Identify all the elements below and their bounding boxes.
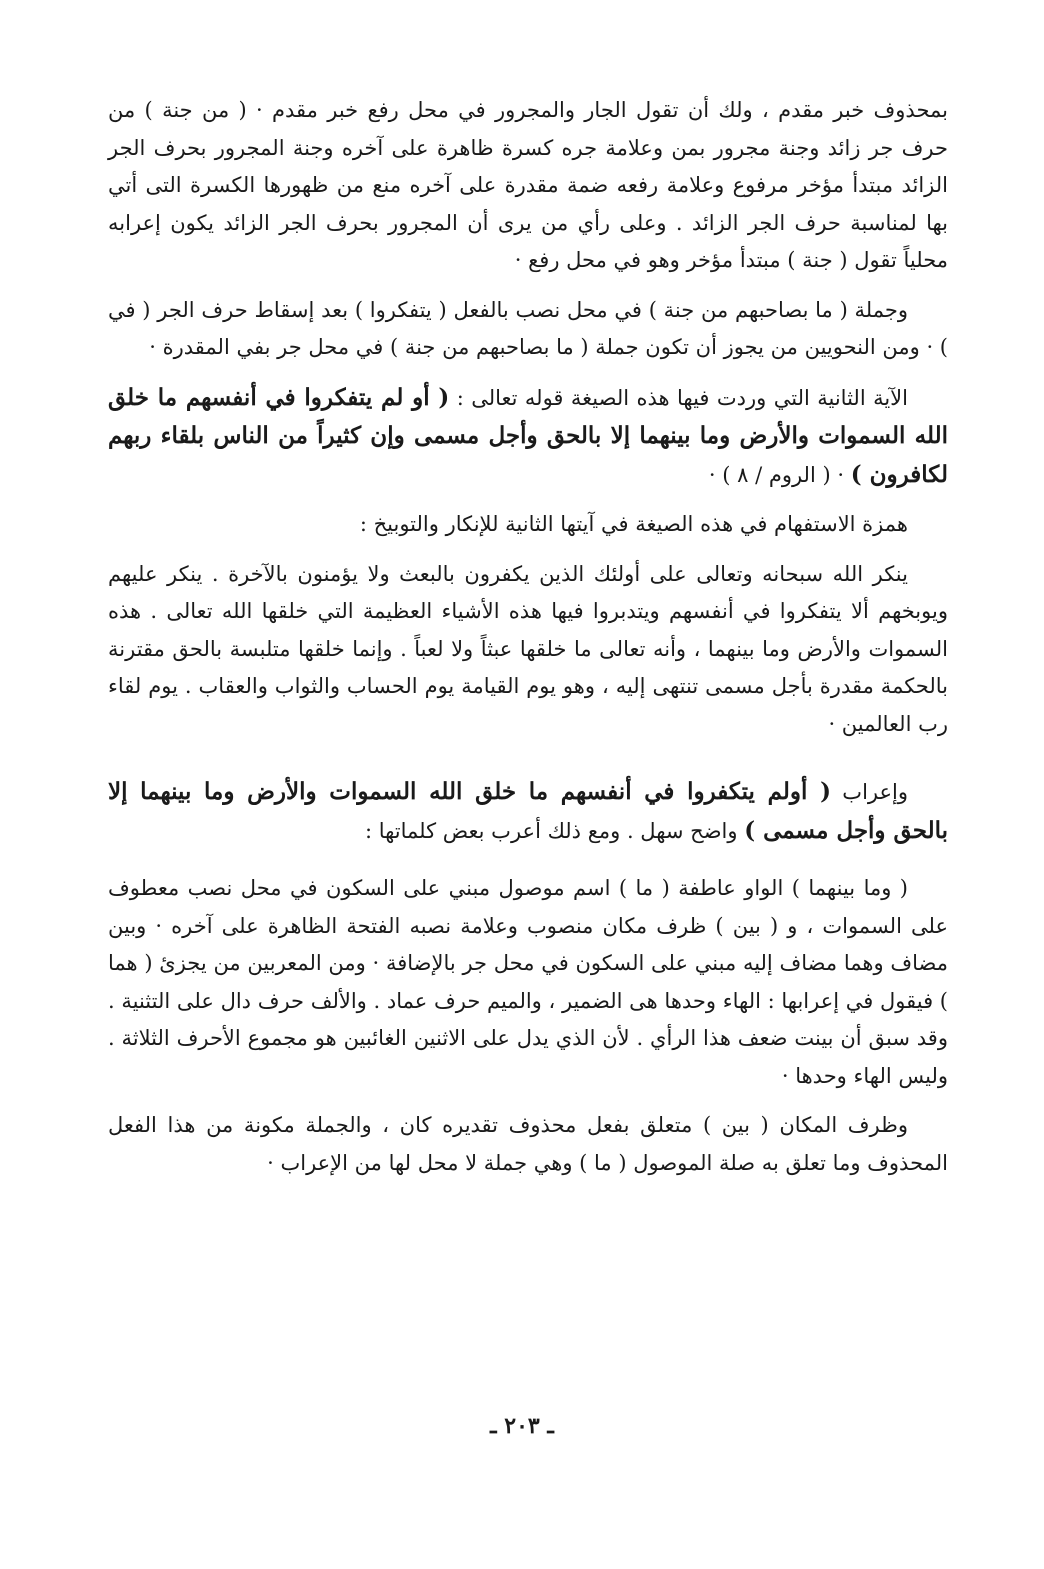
paragraph-6-rest: واضح سهل . ومع ذلك أعرب بعض كلماتها : [364, 818, 745, 843]
page-number: ـ ٢٠٣ ـ [490, 1413, 554, 1439]
paragraph-1: بمحذوف خبر مقدم ، ولك أن تقول الجار والمجرور في محل رفع خبر مقدم · ( من جنة ) من حرف جر زائد وجنة مجرور بمن وعلامة جره كسرة ظاهرة على آخره وجنة المجرور بحرف الجر الزائد مبتدأ مؤخر مرفوع وعلامة رفعه ضمة مقدرة على آخره منع من ظهورها الكسرة التى أتي بها لمناسبة حرف الجر الزائد . وعلى رأي من يرى أن المجرور بحرف الجر الزائد يكون إعرابه محلياً تقول ( جنة ) مبتدأ مؤخر وهو في محل رفع · [108, 98, 948, 272]
paragraph-5: ينكر الله سبحانه وتعالى على أولئك الذين يكفرون بالبعث ولا يؤمنون بالآخرة . ينكر عليهم ويوبخهم ألا يتفكروا في أنفسهم ويتدبروا فيها هذه الأشياء العظيمة التي خلقها الله تعالى . هذه السموات والأرض وما بينهما ، وأنه تعالى ما خلقها عبثاً ولا لعباً . وإنما خلقها متلبسة بالحق مقترنة بالحكمة مقدرة بأجل مسمى تنتهى إليه ، وهو يوم القيامة يوم الحساب والثواب والعقاب . يوم لقاء رب العالمين · [108, 561, 948, 736]
paragraph-8: وظرف المكان ( بين ) متعلق بفعل محذوف تقديره كان ، والجملة مكونة من هذا الفعل المحذوف وما تعلق به صلة الموصول ( ما ) وهي جملة لا محل لها من الإعراب · [108, 1113, 948, 1175]
verse-reference: · ( الروم / ٨ ) · [708, 462, 851, 487]
page-body [108, 92, 948, 1182]
paragraph-7: ( وما بينهما ) الواو عاطفة ( ما ) اسم موصول مبني على السكون في محل نصب معطوف على السموات ، و ( بين ) ظرف مكان منصوب وعلامة نصبه الفتحة الظاهرة على آخره · وبين مضاف وهما مضاف إليه مبني على السكون في محل جر بالإضافة · ومن المعربين من يجزئ ( هما ) فيقول في إعرابها : الهاء وحدها هى الضمير ، والميم حرف عماد . والألف حرف دال على التثنية . وقد سبق أن بينت ضعف هذا الرأي . لأن الذي يدل على الاثنين الغائبين هو مجموع الأحرف الثلاثة . وليس الهاء وحدها · [108, 876, 948, 1088]
paragraph-6 [108, 773, 948, 850]
paragraph-3 [108, 379, 948, 495]
paragraph-2: وجملة ( ما بصاحبهم من جنة ) في محل نصب بالفعل ( يتفكروا ) بعد إسقاط حرف الجر ( في ) · ومن النحويين من يجوز أن تكون جملة ( ما بصاحبهم من جنة ) في محل جر بفي المقدرة · [108, 297, 948, 359]
paragraph-3-intro: الآية الثانية التي وردت فيها هذه الصيغة قوله تعالى : [449, 385, 908, 410]
paragraph-4: همزة الاستفهام في هذه الصيغة في آيتها الثانية للإنكار والتوبيخ : [359, 512, 908, 536]
paragraph-6-intro: وإعراب [830, 780, 908, 804]
quran-verse-rum-8: ( أو لم يتفكروا في أنفسهم ما خلق الله السموات والأرض وما بينهما إلا بالحق وأجل مسمى وإن كثيراً من الناس بلقاء ربهم لكافرون ) [108, 383, 948, 488]
quran-verse-excerpt: ( أولم يتكفروا في أنفسهم ما خلق الله السموات والأرض وما بينهما إلا بالحق وأجل مسمى ) [108, 778, 948, 844]
